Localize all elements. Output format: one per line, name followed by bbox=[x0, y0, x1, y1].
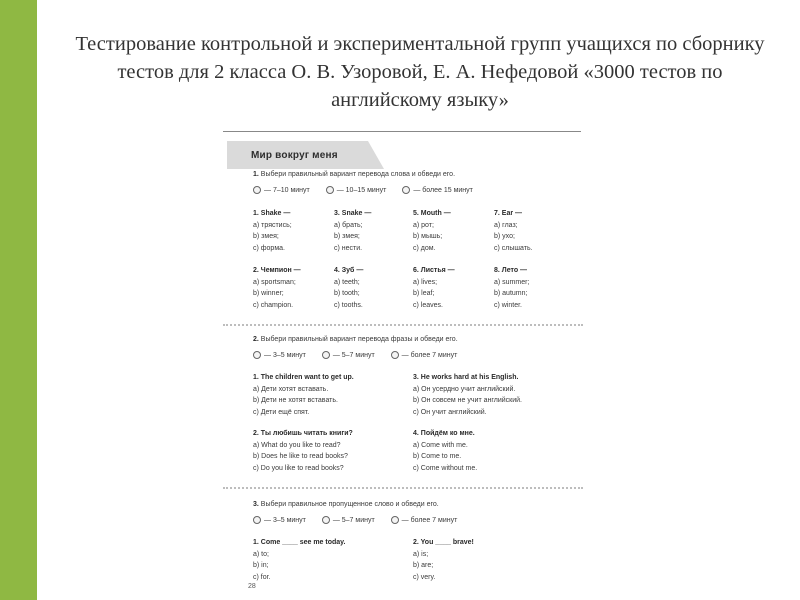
task-timing: — 3–5 минут — 5–7 минут — более 7 минут bbox=[253, 351, 471, 359]
smiley-icon bbox=[253, 516, 261, 524]
unit-title: Мир вокруг меня bbox=[251, 150, 338, 161]
smiley-icon bbox=[402, 186, 410, 194]
page-top-rule bbox=[223, 131, 581, 132]
question: 2. You ____ brave! a) is; b) are; c) very. bbox=[413, 539, 474, 581]
question: 4. Пойдём ко мне. a) Come with me. b) Come to me. c) Come without me. bbox=[413, 430, 478, 472]
task-instruction: 3. Выбери правильное пропущенное слово и обведи его. bbox=[253, 501, 439, 508]
smiley-icon bbox=[391, 516, 399, 524]
question: 4. Зуб — a) teeth; b) tooth; c) tooths. bbox=[334, 267, 364, 309]
question: 3. Snake — a) брать; b) змея; c) нести. bbox=[334, 210, 372, 252]
task-instruction: 1. Выбери правильный вариант перевода слова и обведи его. bbox=[253, 171, 456, 178]
smiley-icon bbox=[322, 516, 330, 524]
task-timing: — 7–10 минут — 10–15 минут — более 15 минут bbox=[253, 186, 487, 194]
question: 1. Come ____ see me today. a) to; b) in; c) for. bbox=[253, 539, 346, 581]
question: 5. Mouth — a) рот; b) мышь; c) дом. bbox=[413, 210, 451, 252]
question: 1. The children want to get up. a) Дети хотят вставать. b) Дети не хотят вставать. c) Дети ещё спят. bbox=[253, 374, 354, 416]
task-timing: — 3–5 минут — 5–7 минут — более 7 минут bbox=[253, 516, 471, 524]
smiley-icon bbox=[253, 351, 261, 359]
smiley-icon bbox=[326, 186, 334, 194]
question: 1. Shake — a) трястись; b) змея; c) форма. bbox=[253, 210, 292, 252]
smiley-icon bbox=[322, 351, 330, 359]
slide-title: Тестирование контрольной и экспериментальной групп учащихся по сборнику тестов для 2 класса О. В. Узоровой, Е. А. Нефедовой «3000 тестов по английскому языку» bbox=[75, 33, 765, 111]
question: 3. He works hard at his English. a) Он усердно учит английский. b) Он совсем не учит английский. c) Он учит английский. bbox=[413, 374, 522, 416]
dotted-divider bbox=[223, 487, 583, 489]
slide-accent-bar bbox=[0, 0, 37, 600]
dotted-divider bbox=[223, 324, 583, 326]
question: 2. Чемпион — a) sportsman; b) winner; c) champion. bbox=[253, 267, 301, 309]
question: 6. Листья — a) lives; b) leaf; c) leaves. bbox=[413, 267, 455, 309]
question: 7. Ear — a) глаз; b) ухо; c) слышать. bbox=[494, 210, 533, 252]
task-instruction: 2. Выбери правильный вариант перевода фразы и обведи его. bbox=[253, 336, 458, 343]
workbook-page-image bbox=[223, 131, 583, 600]
question: 8. Лето — a) summer; b) autumn; c) winter. bbox=[494, 267, 530, 309]
page-number: 28 bbox=[248, 583, 256, 590]
question: 2. Ты любишь читать книги? a) What do you like to read? b) Does he like to read books? c) Do you like to read books? bbox=[253, 430, 353, 472]
smiley-icon bbox=[253, 186, 261, 194]
smiley-icon bbox=[391, 351, 399, 359]
